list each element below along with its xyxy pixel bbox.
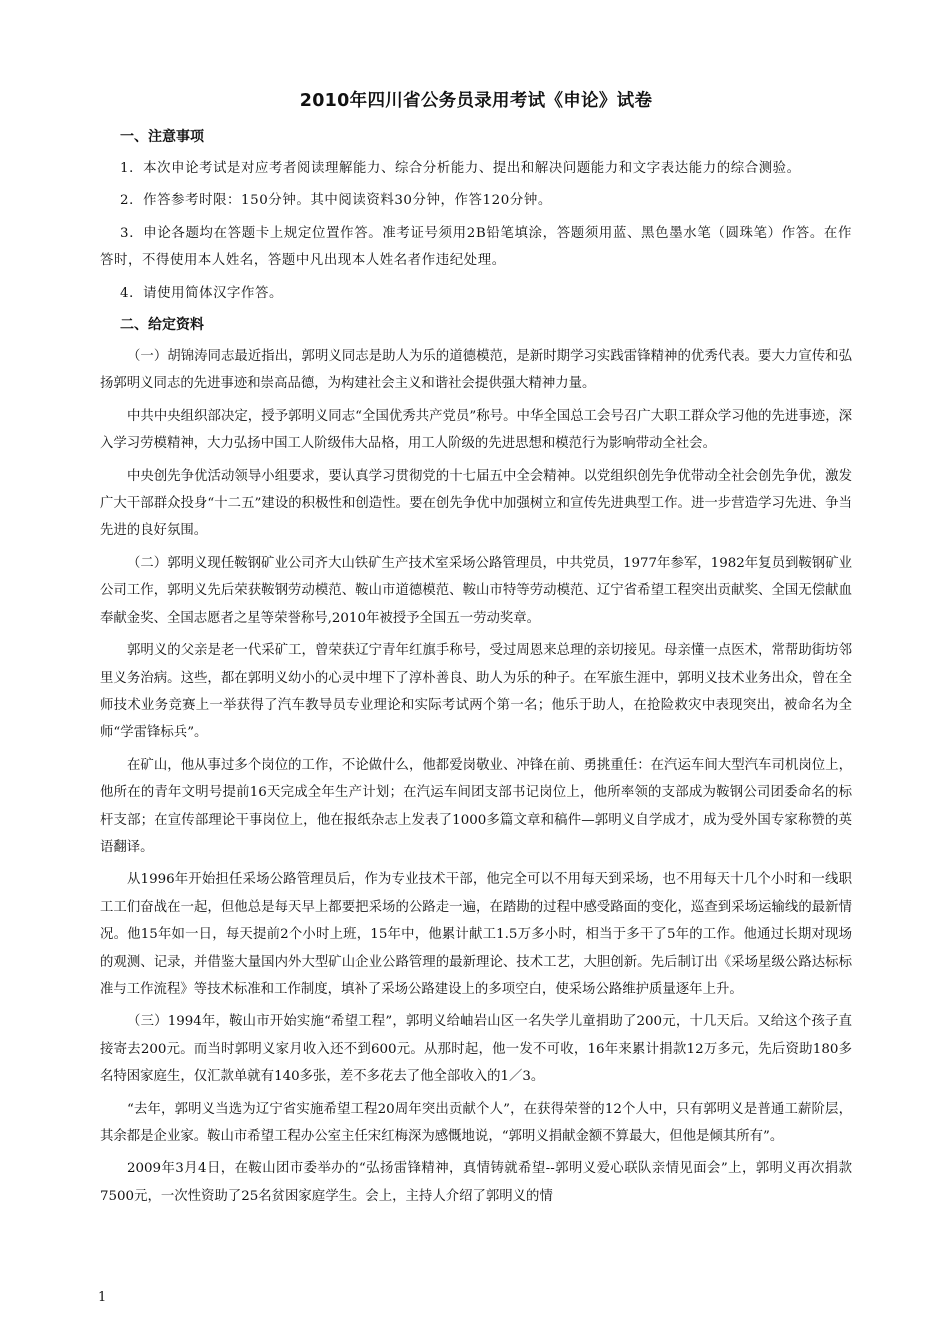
material-paragraph: （三）1994年，鞍山市开始实施“希望工程”，郭明义给岫岩山区一名失学儿童捐助了200元，十几天后。又给这个孩子直接寄去200元。而当时郭明义家月收入还不到600元。从那时起，他一发不可收，16年来累计捐款12万多元，先后资助180多名特困家庭生，仅汇款单就有140多张，差不多花去了他全部收入的1／3。: [100, 1014, 852, 1085]
material-paragraph: “去年，郭明义当选为辽宁省实施希望工程20周年突出贡献个人”，在获得荣誉的12个人中，只有郭明义是普通工薪阶层，其余都是企业家。鞍山市希望工程办公室主任宋红梅深为感慨地说，“郭明义捐献金额不算最大，但他是倾其所有”。: [100, 1101, 852, 1144]
material-paragraph: 中央创先争优活动领导小组要求，要认真学习贯彻党的十七届五中全会精神。以党组织创先争优带动全社会创先争优，激发广大干部群众投身“十二五”建设的积极性和创造性。要在创先争优中加强树立和宣传先进典型工作。进一步营造学习先进、争当先进的良好氛围。: [100, 468, 852, 539]
page-number: 1: [98, 1290, 107, 1305]
material-paragraph: （二）郭明义现任鞍钢矿业公司齐大山铁矿生产技术室采场公路管理员，中共党员，1977年参军，1982年复员到鞍钢矿业公司工作，郭明义先后荣获鞍钢劳动模范、鞍山市道德模范、鞍山市特等劳动模范、辽宁省希望工程突出贡献奖、全国无偿献血奉献金奖、全国志愿者之星等荣誉称号,2010年被授予全国五一劳动奖章。: [100, 555, 852, 626]
notice-item: 1．本次申论考试是对应考者阅读理解能力、综合分析能力、提出和解决问题能力和文字表达能力的综合测验。: [120, 161, 801, 176]
material-paragraph: 在矿山，他从事过多个岗位的工作，不论做什么，他都爱岗敬业、冲锋在前、勇挑重任：在汽运车间大型汽车司机岗位上，他所在的青年文明号提前16天完成全年生产计划；在汽运车间团支部书记岗位上，他所率领的支部成为鞍钢公司团委命名的标杆支部；在宣传部理论干事岗位上，他在报纸杂志上发表了1000多篇文章和稿件—郭明义自学成才，成为受外国专家称赞的英语翻译。: [100, 757, 852, 855]
notice-item: 3．申论各题均在答题卡上规定位置作答。准考证号须用2B铅笔填涂，答题须用蓝、黑色墨水笔（圆珠笔）作答。在作答时，不得使用本人姓名，答题中凡出现本人姓名者作违纪处理。: [100, 225, 852, 269]
section-heading-materials: 二、给定资料: [120, 317, 204, 334]
document-title: 2010年四川省公务员录用考试《申论》试卷: [299, 91, 653, 111]
material-paragraph: 从1996年开始担任采场公路管理员后，作为专业技术干部，他完全可以不用每天到采场，也不用每天十几个小时和一线职工工们奋战在一起，但他总是每天早上都要把采场的公路走一遍，在踏勘的过程中感受路面的变化，巡查到采场运输线的最新情况。他15年如一日，每天提前2个小时上班，15年中，他累计献工1.5万多小时，相当于多干了5年的工作。他通过长期对现场的观测、记录，并借鉴大量国内外大型矿山企业公路管理的最新理论、技术工艺，大胆创新。先后制订出《采场星级公路达标标准与工作流程》等技术标准和工作制度，填补了采场公路建设上的多项空白，使采场公路维护质量逐年上升。: [100, 872, 852, 997]
document-body: [100, 88, 852, 1215]
notice-item: 2．作答参考时限：150分钟。其中阅读资料30分钟，作答120分钟。: [120, 193, 552, 209]
material-paragraph: 中共中央组织部决定，授予郭明义同志“全国优秀共产党员”称号。中华全国总工会号召广大职工群众学习他的先进事迹，深入学习劳模精神，大力弘扬中国工人阶级伟大品格，用工人阶级的先进思想和模范行为影响带动全社会。: [100, 408, 852, 452]
section-heading-notes: 一、注意事项: [120, 129, 204, 145]
material-paragraph: （一）胡锦涛同志最近指出，郭明义同志是助人为乐的道德模范，是新时期学习实践雷锋精神的优秀代表。要大力宣传和弘扬郭明义同志的先进事迹和崇高品德，为构建社会主义和谐社会提供强大精神力量。: [100, 349, 852, 392]
notice-item: 4．请使用简体汉字作答。: [120, 285, 284, 301]
material-paragraph: 郭明义的父亲是老一代采矿工，曾荣获辽宁青年红旗手称号，受过周恩来总理的亲切接见。母亲懂一点医术，常帮助街坊邻里义务治病。这些，都在郭明义幼小的心灵中埋下了淳朴善良、助人为乐的种子。在军旅生涯中，郭明义技术业务出众，曾在全师技术业务竞赛上一举获得了汽车教导员专业理论和实际考试两个第一名；他乐于助人，在抢险救灾中表现突出，被命名为全师“学雷锋标兵”。: [100, 643, 852, 741]
material-paragraph: 2009年3月4日，在鞍山团市委举办的“弘扬雷锋精神，真情铸就希望--郭明义爱心联队亲情见面会”上，郭明义再次捐款7500元，一次性资助了25名贫困家庭学生。会上，主持人介绍了郭明义的情: [100, 1161, 852, 1204]
